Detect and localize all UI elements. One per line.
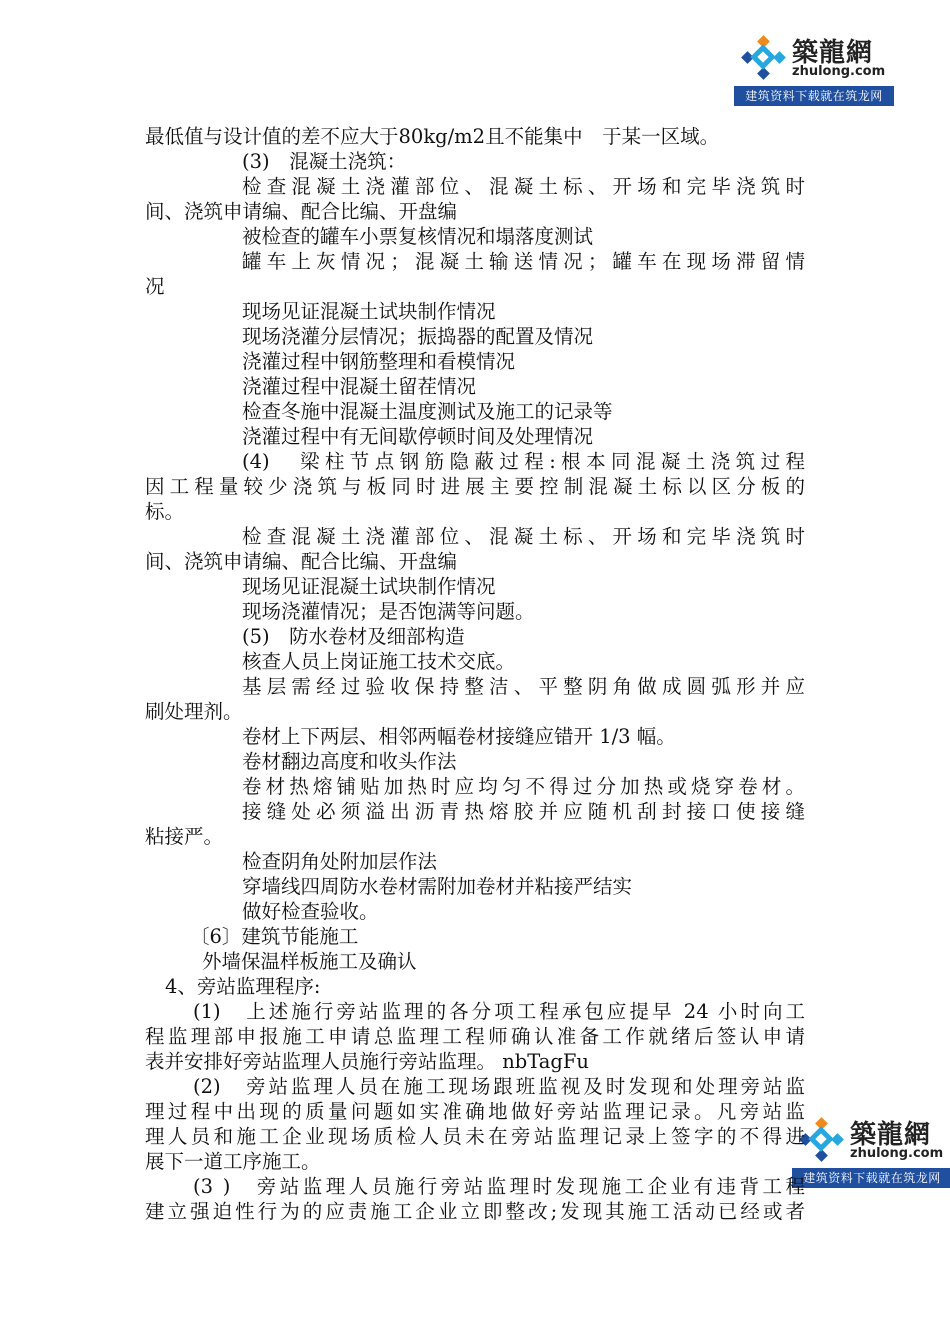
text-line: 理过程中出现的质量问题如实准确地做好旁站监理记录。凡旁站监: [145, 1100, 805, 1123]
logo-tagline: 建筑资料下载就在筑龙网: [734, 86, 894, 106]
text-line: 现场浇灌分层情况；振捣器的配置及情况: [242, 325, 594, 348]
text-line: 程监理部申报施工申请总监理工程师确认准备工作就绪后签认申请: [145, 1025, 805, 1048]
text-line: 检查混凝土浇灌部位、混凝土标、开场和完毕浇筑时: [242, 525, 805, 548]
text-line: 建立强迫性行为的应责施工企业立即整改;发现其施工活动已经或者: [145, 1200, 805, 1223]
text-line: 间、浇筑申请编、配合比编、开盘编: [145, 200, 458, 223]
logo-top: [734, 30, 894, 110]
text-line: 现场浇灌情况；是否饱满等问题。: [242, 600, 535, 623]
logo-side: [792, 1112, 950, 1192]
text-line: 罐车上灰情况；混凝土输送情况；罐车在现场滞留情: [242, 250, 805, 273]
text-line: 最低值与设计值的差不应大于80kg/m2且不能集中 于某一区域。: [145, 125, 720, 148]
section-heading: 4、旁站监理程序:: [165, 975, 321, 998]
text-line: 粘接严。: [145, 825, 224, 848]
zhulong-logo-icon: [740, 34, 786, 80]
text-line: 况: [145, 275, 165, 298]
text-line: 间、浇筑申请编、配合比编、开盘编: [145, 550, 458, 573]
text-line: (2) 旁站监理人员在施工现场跟班监视及时发现和处理旁站监: [193, 1075, 805, 1098]
text-line: 现场见证混凝土试块制作情况: [242, 575, 496, 598]
logo-chinese-name: 築龍網: [850, 1120, 932, 1150]
text-line: 卷材上下两层、相邻两幅卷材接缝应错开 1/3 幅。: [242, 725, 676, 748]
text-line: 现场见证混凝土试块制作情况: [242, 300, 496, 323]
text-line: 因工程量较少浇筑与板同时进展主要控制混凝土标以区分板的: [145, 475, 805, 498]
text-line: 穿墙线四周防水卷材需附加卷材并粘接严结实: [242, 875, 633, 898]
text-line: 刷处理剂。: [145, 700, 243, 723]
text-line: 卷材热熔铺贴加热时应均匀不得过分加热或烧穿卷材。: [242, 775, 805, 798]
text-line: 检查阴角处附加层作法: [242, 850, 438, 873]
text-line: 标。: [145, 500, 185, 523]
text-line: (1) 上述施行旁站监理的各分项工程承包应提早 24 小时向工: [193, 1000, 805, 1023]
text-line: 检查冬施中混凝土温度测试及施工的记录等: [242, 400, 613, 423]
text-line: 表并安排好旁站监理人员施行旁站监理。 nbTagFu: [145, 1050, 589, 1073]
text-line: 做好检查验收。: [242, 900, 379, 923]
text-line: 核查人员上岗证施工技术交底。: [242, 650, 516, 673]
section-heading: (3) 混凝土浇筑：: [242, 150, 407, 173]
logo-tagline: 建筑资料下载就在筑龙网: [792, 1168, 950, 1188]
text-line: 浇灌过程中混凝土留茬情况: [242, 375, 477, 398]
text-line: (3 ) 旁站监理人员施行旁站监理时发现施工企业有违背工程: [193, 1175, 805, 1198]
logo-chinese-name: 築龍網: [792, 38, 874, 68]
text-line: 基层需经过验收保持整洁、平整阴角做成圆弧形并应: [242, 675, 805, 698]
text-line: 展下一道工序施工。: [145, 1150, 321, 1173]
text-line: 检查混凝土浇灌部位、混凝土标、开场和完毕浇筑时: [242, 175, 805, 198]
text-line: 浇灌过程中钢筋整理和看模情况: [242, 350, 516, 373]
text-line: 外墙保温样板施工及确认: [202, 950, 417, 973]
section-heading: 〔6〕建筑节能施工: [190, 925, 359, 948]
text-line: 卷材翻边高度和收头作法: [242, 750, 457, 773]
section-heading: (5) 防水卷材及细部构造: [242, 625, 465, 648]
section-heading: (4) 梁柱节点钢筋隐蔽过程:根本同混凝土浇筑过程: [242, 450, 805, 473]
logo-domain: zhulong.com: [792, 64, 886, 79]
text-line: 理人员和施工企业现场质检人员未在旁站监理记录上签字的不得进: [145, 1125, 805, 1148]
text-line: 被检查的罐车小票复核情况和塌落度测试: [242, 225, 594, 248]
logo-domain: zhulong.com: [850, 1146, 944, 1161]
text-line: 浇灌过程中有无间歇停顿时间及处理情况: [242, 425, 594, 448]
text-line: 接缝处必须溢出沥青热熔胶并应随机刮封接口使接缝: [242, 800, 805, 823]
